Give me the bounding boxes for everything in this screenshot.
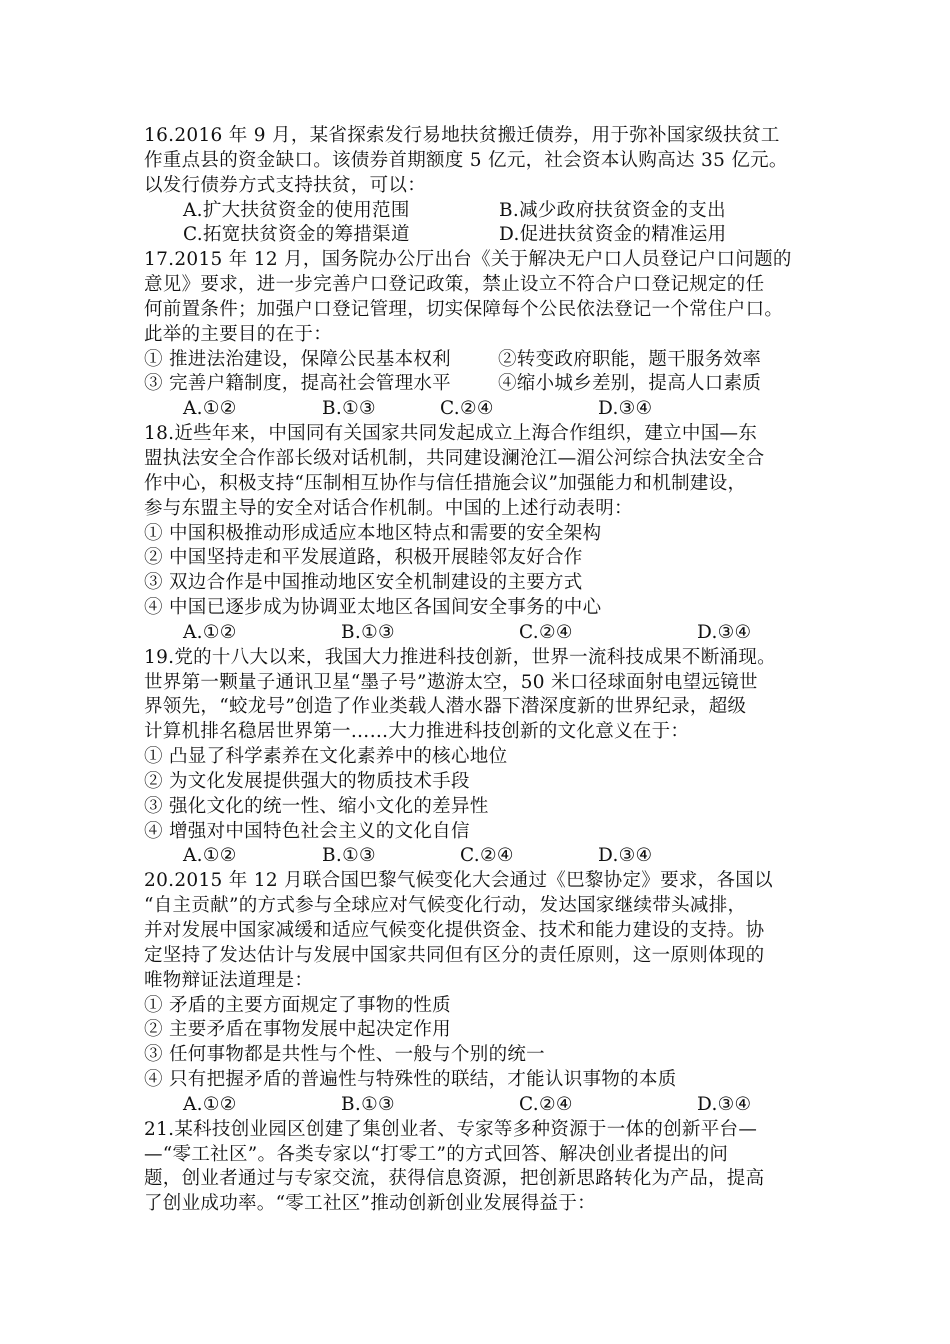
option-d: D.③④ (697, 1093, 752, 1115)
question-20 (144, 869, 814, 1117)
option-c: C.②④ (519, 1093, 573, 1115)
statement-4: ④ 中国已逐步成为协调亚太地区各国间安全事务的中心 (144, 597, 602, 619)
answer-options-row (144, 1093, 814, 1118)
question-17 (144, 248, 814, 422)
answer-options-row (144, 621, 814, 646)
statement-2: ② 为文化发展提供强大的物质技术手段 (144, 770, 470, 792)
option-b: B.①③ (322, 398, 376, 420)
option-c: C.②④ (519, 621, 573, 643)
answer-options-row (144, 223, 814, 248)
option-b: B.①③ (341, 621, 395, 643)
exam-page (144, 124, 814, 1217)
question-stem-line: 以发行债券方式支持扶贫，可以： (144, 174, 427, 196)
statement-3: ③ 强化文化的统一性、缩小文化的差异性 (144, 795, 489, 817)
question-stem-line: 题，创业者通过与专家交流，获得信息资源，把创新思路转化为产品，提高 (144, 1168, 765, 1190)
question-stem-line: 20.2015 年 12 月联合国巴黎气候变化大会通过《巴黎协定》要求，各国以 (144, 870, 773, 892)
option-c: C.②④ (460, 845, 514, 867)
question-19 (144, 646, 814, 870)
statement-2: ② 主要矛盾在事物发展中起决定作用 (144, 1019, 451, 1041)
option-d: D.③④ (598, 845, 653, 867)
answer-options-row (144, 199, 814, 224)
statements-row (144, 348, 814, 373)
question-stem-line: 19.党的十八大以来，我国大力推进科技创新，世界一流科技成果不断涌现。 (144, 646, 776, 668)
question-stem-line: 了创业成功率。“零工社区”推动创新创业发展得益于： (144, 1193, 596, 1215)
option-b: B.①③ (341, 1093, 395, 1115)
question-stem-line: 作中心，积极支持“压制相互协作与信任措施会议”加强能力和机制建设， (144, 472, 747, 494)
question-stem-line: 盟执法安全合作部长级对话机制，共同建设澜沧江—湄公河综合执法安全合 (144, 447, 765, 469)
question-stem-line: 21.某科技创业园区创建了集创业者、专家等多种资源于一体的创新平台— (144, 1118, 758, 1140)
question-21 (144, 1118, 814, 1217)
statement-4: ④ 只有把握矛盾的普遍性与特殊性的联结，才能认识事物的本质 (144, 1069, 677, 1091)
statement-1: ① 凸显了科学素养在文化素养中的核心地位 (144, 746, 508, 768)
option-a: A.①② (183, 398, 237, 420)
answer-options-row (144, 397, 814, 422)
question-stem-line: “自主贡献”的方式参与全球应对气候变化行动，发达国家继续带头减排， (144, 895, 747, 917)
option-d: D.③④ (697, 621, 752, 643)
option-b: B.减少政府扶贫资金的支出 (499, 199, 726, 221)
question-18 (144, 422, 814, 646)
question-stem-line: 何前置条件；加强户口登记管理，切实保障每个公民依法登记一个常住户口。 (144, 298, 784, 320)
statement-3: ③ 双边合作是中国推动地区安全机制建设的主要方式 (144, 572, 583, 594)
statement-1: ① 中国积极推动形成适应本地区特点和需要的安全架构 (144, 522, 602, 544)
statement-2: ② 中国坚持走和平发展道路，积极开展睦邻友好合作 (144, 547, 583, 569)
question-stem-line: 界领先，“蛟龙号”创造了作业类载人潜水器下潜深度新的世界纪录，超级 (144, 696, 747, 718)
question-stem-line: 18.近些年来，中国同有关国家共同发起成立上海合作组织，建立中国—东 (144, 423, 758, 445)
question-stem-line: 16.2016 年 9 月，某省探索发行易地扶贫搬迁债券，用于弥补国家级扶贫工 (144, 125, 780, 146)
option-a: A.扩大扶贫资金的使用范围 (183, 199, 410, 221)
option-a: A.①② (183, 621, 237, 643)
option-c: C.拓宽扶贫资金的筹措渠道 (183, 224, 410, 246)
question-stem-line: 17.2015 年 12 月，国务院办公厅出台《关于解决无户口人员登记户口问题的 (144, 249, 792, 271)
question-stem-line: 唯物辩证法道理是： (144, 969, 314, 991)
question-stem-line: 参与东盟主导的安全对话合作机制。中国的上述行动表明： (144, 497, 633, 519)
answer-options-row (144, 844, 814, 869)
statement-2: ②转变政府职能，题干服务效率 (498, 348, 762, 370)
question-stem-line: 定坚持了发达估计与发展中国家共同但有区分的责任原则，这一原则体现的 (144, 944, 765, 966)
statement-1: ① 推进法治建设，保障公民基本权利 (144, 348, 451, 370)
statement-4: ④ 增强对中国特色社会主义的文化自信 (144, 820, 470, 842)
question-stem-line: 意见》要求，进一步完善户口登记政策，禁止设立不符合户口登记规定的任 (144, 274, 765, 296)
option-a: A.①② (183, 1093, 237, 1115)
question-stem-line: —“零工社区”。各类专家以“打零工”的方式回答、解决创业者提出的问 (144, 1143, 729, 1165)
statement-1: ① 矛盾的主要方面规定了事物的性质 (144, 994, 451, 1016)
question-stem-line: 计算机排名稳居世界第一……大力推进科技创新的文化意义在于： (144, 721, 690, 743)
option-b: B.①③ (322, 845, 376, 867)
option-c: C.②④ (440, 398, 494, 420)
option-d: D.促进扶贫资金的精准运用 (499, 224, 727, 246)
question-stem-line: 并对发展中国家减缓和适应气候变化提供资金、技术和能力建设的支持。协 (144, 920, 765, 941)
statement-3: ③ 任何事物都是共性与个性、一般与个别的统一 (144, 1044, 545, 1066)
option-a: A.①② (183, 845, 237, 867)
question-stem-line: 作重点县的资金缺口。该债券首期额度 5 亿元，社会资本认购高达 35 亿元。 (144, 149, 788, 171)
option-d: D.③④ (598, 398, 653, 420)
statement-3: ③ 完善户籍制度，提高社会管理水平 (144, 373, 451, 395)
question-stem-line: 此举的主要目的在于： (144, 323, 333, 345)
statements-row (144, 372, 814, 397)
question-stem-line: 世界第一颗量子通讯卫星“墨子号”遨游太空，50 米口径球面射电望远镜世 (144, 671, 758, 693)
question-16 (144, 124, 814, 248)
statement-4: ④缩小城乡差别，提高人口素质 (498, 373, 762, 395)
